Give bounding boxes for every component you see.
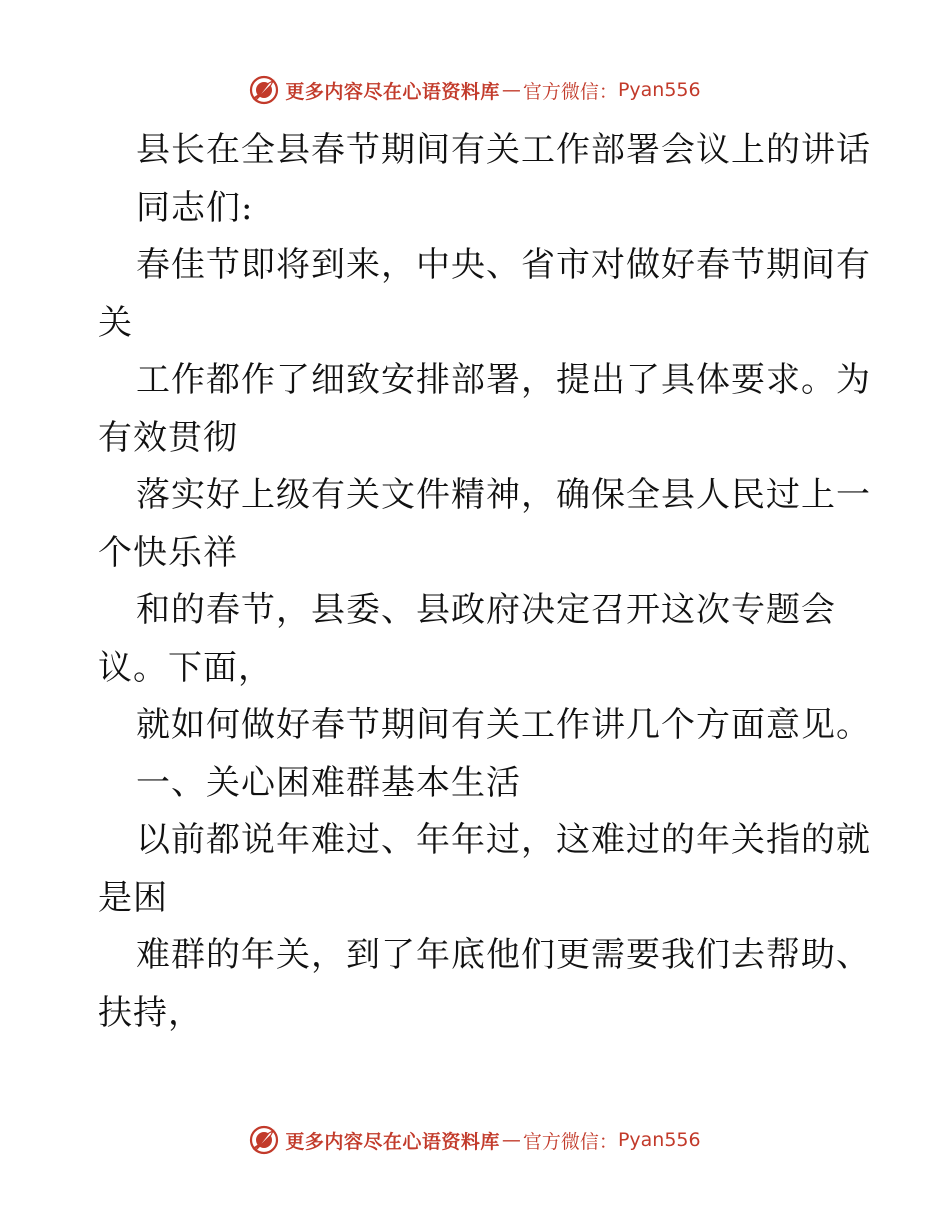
paragraph-line: 春佳节即将到来，中央、省市对做好春节期间有 (136, 245, 871, 285)
paragraph-line: 关 (98, 302, 133, 343)
banner-wechat-id: Pyan556 (617, 79, 701, 101)
paragraph-line: 扶持， (98, 992, 203, 1033)
document-body (98, 122, 871, 1042)
paragraph-line: 和的春节，县委、县政府决定召开这次专题会 (136, 590, 836, 630)
greeting: 同志们: (136, 187, 254, 228)
document-title: 县长在全县春节期间有关工作部署会议上的讲话 (136, 130, 871, 170)
quill-pen-logo-icon (249, 1125, 279, 1155)
quill-pen-logo-icon (249, 75, 279, 105)
banner-brand-text: 更多内容尽在心语资料库 (285, 1130, 500, 1153)
banner-separator: — (501, 1129, 521, 1151)
paragraph-line: 就如何做好春节期间有关工作讲几个方面意见。 (136, 705, 871, 745)
banner-brand-text: 更多内容尽在心语资料库 (285, 80, 500, 103)
paragraph-line: 工作都作了细致安排部署，提出了具体要求。为 (136, 360, 871, 400)
paragraph-line: 个快乐祥 (98, 532, 238, 573)
paragraph-line: 有效贯彻 (98, 417, 238, 458)
footer-banner (0, 1120, 950, 1160)
banner-wechat-label: 官方微信： (522, 80, 618, 103)
banner-wechat-label: 官方微信： (522, 1130, 618, 1153)
banner-wechat-id: Pyan556 (617, 1129, 701, 1151)
paragraph-line: 落实好上级有关文件精神，确保全县人民过上一 (136, 475, 871, 515)
paragraph-line: 以前都说年难过、年年过，这难过的年关指的就 (136, 820, 871, 860)
section-heading: 一、关心困难群基本生活 (136, 762, 521, 803)
header-banner (0, 70, 950, 110)
paragraph-line: 难群的年关，到了年底他们更需要我们去帮助、 (136, 935, 871, 975)
banner-separator: — (501, 79, 521, 101)
paragraph-line: 议。下面， (98, 647, 273, 688)
paragraph-line: 是困 (98, 877, 168, 918)
